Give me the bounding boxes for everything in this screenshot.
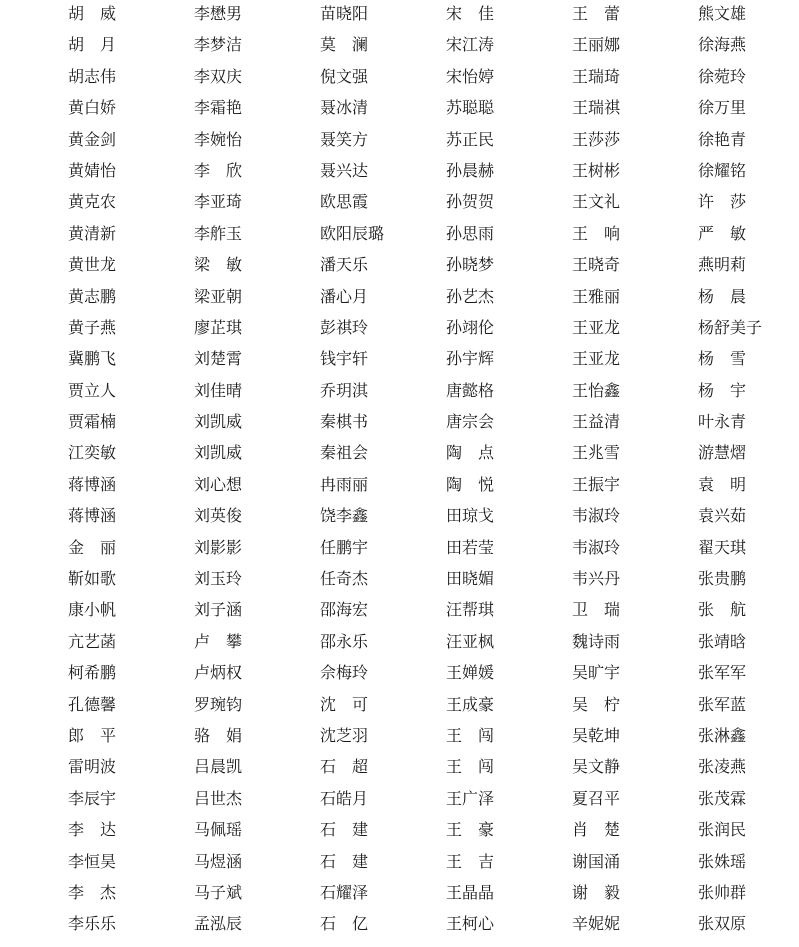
student-name: 李 杰 bbox=[68, 882, 117, 902]
student-name: 王树彬 bbox=[572, 160, 621, 180]
student-name: 吴文静 bbox=[572, 757, 621, 777]
student-name: 杨 宇 bbox=[698, 380, 747, 400]
student-name: 胡 威 bbox=[68, 4, 117, 23]
roster-row bbox=[0, 563, 799, 594]
student-name: 刘影影 bbox=[194, 537, 243, 557]
student-name: 张军军 bbox=[698, 663, 747, 683]
student-name: 韦淑玲 bbox=[572, 506, 621, 526]
student-name: 张润民 bbox=[698, 820, 747, 840]
student-name: 贾霜楠 bbox=[68, 412, 117, 432]
student-name: 刘玉玲 bbox=[194, 569, 243, 589]
roster-row bbox=[0, 657, 799, 688]
student-name: 杨 晨 bbox=[698, 286, 747, 306]
student-name: 张军蓝 bbox=[698, 694, 747, 714]
student-name: 胡 月 bbox=[68, 35, 117, 55]
student-name: 张凌燕 bbox=[698, 757, 747, 777]
student-name: 孙翊伦 bbox=[446, 317, 495, 337]
student-name: 欧阳辰璐 bbox=[320, 223, 385, 243]
student-name: 沈芝羽 bbox=[320, 725, 369, 745]
student-name: 王 吉 bbox=[446, 851, 495, 871]
roster-row bbox=[0, 186, 799, 217]
student-name: 欧思霞 bbox=[320, 192, 369, 212]
student-name: 张姝瑶 bbox=[698, 851, 747, 871]
student-name: 徐万里 bbox=[698, 98, 747, 118]
roster-row bbox=[0, 877, 799, 908]
student-name: 莫 澜 bbox=[320, 35, 369, 55]
student-name: 王瑞琦 bbox=[572, 66, 621, 86]
student-name: 魏诗雨 bbox=[572, 631, 621, 651]
student-name: 王瑞祺 bbox=[572, 98, 621, 118]
student-name: 刘英俊 bbox=[194, 506, 243, 526]
student-name: 聂兴达 bbox=[320, 160, 369, 180]
student-name: 陶 点 bbox=[446, 443, 495, 463]
student-name: 张靖晗 bbox=[698, 631, 747, 651]
student-name: 黄白娇 bbox=[68, 98, 117, 118]
student-name: 梁亚朝 bbox=[194, 286, 243, 306]
student-name: 王亚龙 bbox=[572, 317, 621, 337]
roster-row bbox=[0, 343, 799, 374]
roster-row bbox=[0, 500, 799, 531]
student-name: 游慧熠 bbox=[698, 443, 747, 463]
roster-row bbox=[0, 846, 799, 877]
student-name: 刘楚霄 bbox=[194, 349, 243, 369]
roster-row bbox=[0, 626, 799, 657]
student-name: 孙晓梦 bbox=[446, 255, 495, 275]
student-name: 邵海宏 bbox=[320, 600, 369, 620]
roster-row bbox=[0, 281, 799, 312]
student-name: 田若莹 bbox=[446, 537, 495, 557]
student-name: 王 豪 bbox=[446, 820, 495, 840]
student-name: 宋怡婷 bbox=[446, 66, 495, 86]
student-name: 刘凯威 bbox=[194, 412, 243, 432]
roster-row bbox=[0, 218, 799, 249]
student-name: 沈 可 bbox=[320, 694, 369, 714]
roster-row bbox=[0, 249, 799, 280]
student-name: 吕世杰 bbox=[194, 788, 243, 808]
student-name: 石 建 bbox=[320, 851, 369, 871]
student-name: 杨舒美子 bbox=[698, 317, 763, 337]
student-name: 李婉怡 bbox=[194, 129, 243, 149]
roster-row bbox=[0, 312, 799, 343]
student-name: 严 敏 bbox=[698, 223, 747, 243]
student-name: 苏聪聪 bbox=[446, 98, 495, 118]
student-name: 康小帆 bbox=[68, 600, 117, 620]
student-name: 李双庆 bbox=[194, 66, 243, 86]
roster-row bbox=[0, 783, 799, 814]
student-name: 徐艳青 bbox=[698, 129, 747, 149]
student-name: 韦淑玲 bbox=[572, 537, 621, 557]
student-name: 亢艺菡 bbox=[68, 631, 117, 651]
student-name: 黄婧怡 bbox=[68, 160, 117, 180]
student-name: 钱宇轩 bbox=[320, 349, 369, 369]
student-name: 燕明莉 bbox=[698, 255, 747, 275]
student-name: 秦棋书 bbox=[320, 412, 369, 432]
student-name: 金 丽 bbox=[68, 537, 117, 557]
student-name: 孙贺贺 bbox=[446, 192, 495, 212]
student-name: 王成豪 bbox=[446, 694, 495, 714]
student-name: 李 欣 bbox=[194, 160, 243, 180]
student-name: 吴 柠 bbox=[572, 694, 621, 714]
student-name: 马佩瑶 bbox=[194, 820, 243, 840]
student-name: 佘梅玲 bbox=[320, 663, 369, 683]
roster-row bbox=[0, 532, 799, 563]
student-name: 熊文雄 bbox=[698, 4, 747, 23]
student-name: 王晶晶 bbox=[446, 882, 495, 902]
student-name: 王丽娜 bbox=[572, 35, 621, 55]
student-name: 石耀泽 bbox=[320, 882, 369, 902]
student-name: 石 建 bbox=[320, 820, 369, 840]
student-name: 袁 明 bbox=[698, 474, 747, 494]
student-name: 孙思雨 bbox=[446, 223, 495, 243]
student-name: 汪帮琪 bbox=[446, 600, 495, 620]
student-name: 黄子燕 bbox=[68, 317, 117, 337]
roster-row bbox=[0, 908, 799, 939]
student-name: 杨 雪 bbox=[698, 349, 747, 369]
student-name: 孙艺杰 bbox=[446, 286, 495, 306]
student-name: 王振宇 bbox=[572, 474, 621, 494]
student-name: 黄世龙 bbox=[68, 255, 117, 275]
student-name: 黄清新 bbox=[68, 223, 117, 243]
student-name: 梁 敏 bbox=[194, 255, 243, 275]
student-name: 李霜艳 bbox=[194, 98, 243, 118]
student-name: 谢国涌 bbox=[572, 851, 621, 871]
student-name: 石 超 bbox=[320, 757, 369, 777]
roster-row bbox=[0, 124, 799, 155]
roster-row bbox=[0, 689, 799, 720]
roster-row bbox=[0, 814, 799, 845]
student-name: 王 闯 bbox=[446, 725, 495, 745]
student-name: 王亚龙 bbox=[572, 349, 621, 369]
student-name: 聂冰清 bbox=[320, 98, 369, 118]
student-name: 王 蕾 bbox=[572, 4, 621, 23]
student-name: 贾立人 bbox=[68, 380, 117, 400]
student-name: 孙宇辉 bbox=[446, 349, 495, 369]
roster-row bbox=[0, 29, 799, 60]
student-name: 秦祖会 bbox=[320, 443, 369, 463]
student-name: 潘心月 bbox=[320, 286, 369, 306]
student-name: 郎 平 bbox=[68, 725, 117, 745]
student-name: 肖 楚 bbox=[572, 820, 621, 840]
student-name: 吴旷宇 bbox=[572, 663, 621, 683]
student-name: 彭祺玲 bbox=[320, 317, 369, 337]
roster-row bbox=[0, 406, 799, 437]
roster-row bbox=[0, 469, 799, 500]
student-name: 王 响 bbox=[572, 223, 621, 243]
student-name: 黄志鹏 bbox=[68, 286, 117, 306]
student-name: 徐耀铭 bbox=[698, 160, 747, 180]
student-name: 黄克农 bbox=[68, 192, 117, 212]
student-name: 骆 娟 bbox=[194, 725, 243, 745]
student-name: 田晓媚 bbox=[446, 569, 495, 589]
roster-row bbox=[0, 594, 799, 625]
student-name: 蒋博涵 bbox=[68, 506, 117, 526]
student-name: 王文礼 bbox=[572, 192, 621, 212]
student-name: 江奕敏 bbox=[68, 443, 117, 463]
student-name: 蒋博涵 bbox=[68, 474, 117, 494]
student-name: 王 闯 bbox=[446, 757, 495, 777]
student-name: 潘天乐 bbox=[320, 255, 369, 275]
student-name: 唐宗会 bbox=[446, 412, 495, 432]
student-name: 邵永乐 bbox=[320, 631, 369, 651]
student-name: 王晓奇 bbox=[572, 255, 621, 275]
student-name: 廖芷琪 bbox=[194, 317, 243, 337]
student-name: 李梦洁 bbox=[194, 35, 243, 55]
student-name: 李乐乐 bbox=[68, 914, 117, 934]
student-name: 罗琬钧 bbox=[194, 694, 243, 714]
student-name: 柯希鹏 bbox=[68, 663, 117, 683]
roster-row bbox=[0, 61, 799, 92]
student-name: 任奇杰 bbox=[320, 569, 369, 589]
student-name: 石 亿 bbox=[320, 914, 369, 934]
student-name: 雷明波 bbox=[68, 757, 117, 777]
student-name: 谢 毅 bbox=[572, 882, 621, 902]
student-name: 张茂霖 bbox=[698, 788, 747, 808]
student-name: 徐海燕 bbox=[698, 35, 747, 55]
student-name: 苗晓阳 bbox=[320, 4, 369, 23]
student-name: 袁兴茹 bbox=[698, 506, 747, 526]
student-name: 宋江涛 bbox=[446, 35, 495, 55]
student-name: 夏召平 bbox=[572, 788, 621, 808]
student-name: 苏正民 bbox=[446, 129, 495, 149]
student-name: 石皓月 bbox=[320, 788, 369, 808]
student-name: 乔玥淇 bbox=[320, 380, 369, 400]
student-name: 李 达 bbox=[68, 820, 117, 840]
student-name: 冉雨丽 bbox=[320, 474, 369, 494]
student-name: 李懋男 bbox=[194, 4, 243, 23]
student-name: 倪文强 bbox=[320, 66, 369, 86]
student-name: 饶李鑫 bbox=[320, 506, 369, 526]
student-name: 孔德馨 bbox=[68, 694, 117, 714]
roster-row bbox=[0, 92, 799, 123]
roster-row bbox=[0, 155, 799, 186]
student-name: 徐菀玲 bbox=[698, 66, 747, 86]
student-name: 汪亚枫 bbox=[446, 631, 495, 651]
student-name: 马煜涵 bbox=[194, 851, 243, 871]
roster-row bbox=[0, 437, 799, 468]
student-name: 卫 瑞 bbox=[572, 600, 621, 620]
student-name: 马子斌 bbox=[194, 882, 243, 902]
student-name: 靳如歌 bbox=[68, 569, 117, 589]
student-name: 李亚琦 bbox=[194, 192, 243, 212]
student-name: 王莎莎 bbox=[572, 129, 621, 149]
student-name: 张淋鑫 bbox=[698, 725, 747, 745]
student-name: 唐懿格 bbox=[446, 380, 495, 400]
student-name: 卢炳权 bbox=[194, 663, 243, 683]
roster-row bbox=[0, 0, 799, 29]
student-name: 王兆雪 bbox=[572, 443, 621, 463]
student-name: 叶永青 bbox=[698, 412, 747, 432]
roster-row bbox=[0, 720, 799, 751]
student-name: 刘凯威 bbox=[194, 443, 243, 463]
student-name: 田琼戈 bbox=[446, 506, 495, 526]
student-name: 韦兴丹 bbox=[572, 569, 621, 589]
student-name: 刘心想 bbox=[194, 474, 243, 494]
student-name: 王雅丽 bbox=[572, 286, 621, 306]
student-name: 辛妮妮 bbox=[572, 914, 621, 934]
student-name: 冀鹏飞 bbox=[68, 349, 117, 369]
student-name: 李恒昊 bbox=[68, 851, 117, 871]
roster-row bbox=[0, 751, 799, 782]
student-name: 王广泽 bbox=[446, 788, 495, 808]
student-name: 李舴玉 bbox=[194, 223, 243, 243]
student-name: 张航 bbox=[698, 600, 746, 620]
student-name: 吕晨凯 bbox=[194, 757, 243, 777]
student-name: 许 莎 bbox=[698, 192, 747, 212]
student-name: 黄金剑 bbox=[68, 129, 117, 149]
student-name: 聂笑方 bbox=[320, 129, 369, 149]
roster-row bbox=[0, 375, 799, 406]
student-name: 张贵鹏 bbox=[698, 569, 747, 589]
student-name: 王婵媛 bbox=[446, 663, 495, 683]
student-name: 宋 佳 bbox=[446, 4, 495, 23]
student-name: 胡志伟 bbox=[68, 66, 117, 86]
student-name: 孙晨赫 bbox=[446, 160, 495, 180]
student-name: 孟泓辰 bbox=[194, 914, 243, 934]
student-name: 张双原 bbox=[698, 914, 747, 934]
student-name: 李辰宇 bbox=[68, 788, 117, 808]
student-name: 卢 攀 bbox=[194, 631, 243, 651]
student-name: 翟天琪 bbox=[698, 537, 747, 557]
student-name: 王益清 bbox=[572, 412, 621, 432]
student-name: 陶 悦 bbox=[446, 474, 495, 494]
student-name: 王柯心 bbox=[446, 914, 495, 934]
student-name: 张帅群 bbox=[698, 882, 747, 902]
student-name: 刘佳晴 bbox=[194, 380, 243, 400]
student-name: 吴乾坤 bbox=[572, 725, 621, 745]
student-name: 王怡鑫 bbox=[572, 380, 621, 400]
student-name: 刘子涵 bbox=[194, 600, 243, 620]
student-name: 任鹏宇 bbox=[320, 537, 369, 557]
